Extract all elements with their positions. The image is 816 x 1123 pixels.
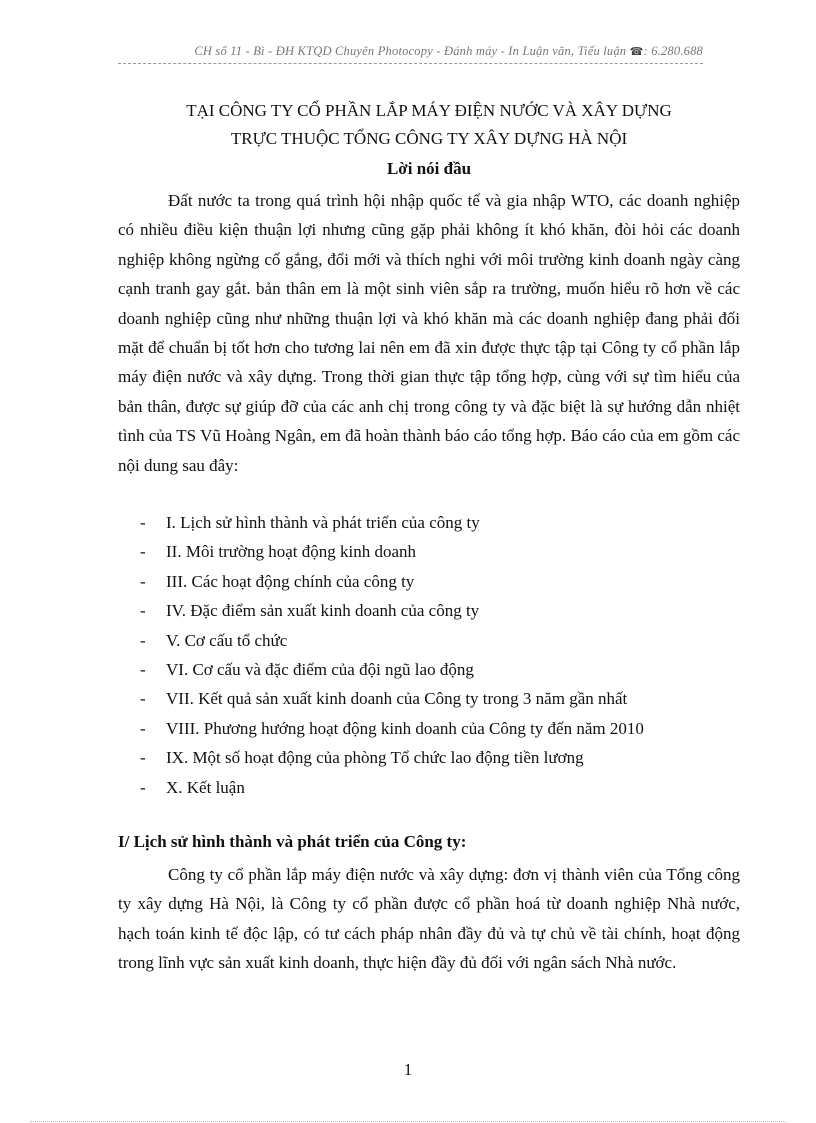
list-item-label: VIII. Phương hướng hoạt động kinh doanh của Công ty đến năm 2010 (166, 718, 644, 738)
list-item-label: II. Môi trường hoạt động kinh doanh (166, 542, 417, 562)
list-item (140, 655, 644, 684)
list-bullet: - (140, 659, 146, 679)
list-item-label: I. Lịch sử hình thành và phát triển của công ty (166, 513, 480, 532)
list-bullet: - (140, 689, 146, 709)
list-item-label: III. Các hoạt động chính của công ty (166, 571, 415, 591)
list-item (140, 567, 644, 596)
list-item (140, 773, 644, 802)
list-item-label: X. Kết luận (166, 777, 245, 797)
intro-paragraph: Đất nước ta trong quá trình hội nhập quốc tế và gia nhập WTO, các doanh nghiệp có nhiều điều kiện thuận lợi nhưng cũng gặp phải không ít khó khăn, đòi hỏi các doanh nghiệp không ngừng cố gắng, đổi mới và thích nghi với môi trường kinh doanh ngày càng cạnh tranh gay gắt. bản thân em là một sinh viên sắp ra trường, muốn hiểu rõ hơn về các doanh nghiệp cũng như những thuận lợi và khó khăn mà các doanh nghiệp đang phải đối mặt để chuẩn bị tốt hơn cho tương lai nên em đã xin được thực tập tại Công ty cổ phần lắp máy điện nước và xây dựng. Trong thời gian thực tập tổng hợp, cùng với sự tìm hiểu của bản thân, được sự giúp đỡ của các anh chị trong công ty và đặc biệt là sự hướng dẫn nhiệt tình của TS Vũ Hoàng Ngân, em đã hoàn thành báo cáo tổng hợp. Báo cáo của em gồm các nội dung sau đây: (118, 191, 740, 475)
header-text: CH số 11 - Bì - ĐH KTQD Chuyên Photocopy - Đánh máy - In Luận văn, Tiểu luận (194, 44, 627, 58)
page-number: 1 (403, 1060, 413, 1079)
list-bullet: - (140, 777, 146, 797)
intro-heading: Lời nói đầu (386, 159, 472, 178)
page-header (118, 44, 703, 59)
list-item (140, 743, 644, 772)
list-item-label: IV. Đặc điểm sản xuất kinh doanh của công ty (166, 601, 480, 621)
list-bullet: - (140, 513, 146, 532)
list-item (140, 537, 644, 566)
footer-divider (30, 1121, 786, 1122)
list-bullet: - (140, 748, 146, 768)
list-item (140, 508, 644, 537)
document-title-line-1: TẠI CÔNG TY CỔ PHẦN LẮP MÁY ĐIỆN NƯỚC VÀ XÂY DỰNG (186, 101, 672, 120)
list-bullet: - (140, 601, 146, 621)
header-divider (118, 63, 703, 64)
list-bullet: - (140, 571, 146, 591)
telephone-icon: ☎ (629, 46, 644, 58)
list-item-label: VI. Cơ cấu và đặc điểm của đội ngũ lao động (166, 659, 474, 679)
list-bullet: - (140, 718, 146, 738)
list-bullet: - (140, 542, 146, 562)
list-item (140, 714, 644, 743)
list-item (140, 596, 644, 625)
list-item-label: VII. Kết quả sản xuất kinh doanh của Công ty trong 3 năm gần nhất (166, 689, 628, 709)
list-item (140, 684, 644, 713)
list-item (140, 626, 644, 655)
section-1-paragraph: Công ty cổ phần lắp máy điện nước và xây dựng: đơn vị thành viên của Tổng công ty xây dựng Hà Nội, là Công ty cổ phần được cổ phần hoá từ doanh nghiệp Nhà nước, hạch toán kinh tế độc lập, có tư cách pháp nhân đầy đủ và tự chủ về tài chính, hoạt động trong lĩnh vực sản xuất kinh doanh, thực hiện đầy đủ đối với ngân sách Nhà nước. (118, 865, 740, 973)
list-item-label: V. Cơ cấu tổ chức (166, 630, 288, 650)
contents-list (140, 508, 644, 802)
list-bullet: - (140, 630, 146, 650)
document-title-line-2: TRỰC THUỘC TỔNG CÔNG TY XÂY DỰNG HÀ NỘI (230, 129, 628, 148)
header-phone: : 6.280.688 (643, 44, 703, 58)
list-item-label: IX. Một số hoạt động của phòng Tổ chức lao động tiền lương (166, 748, 584, 768)
section-1-title: I/ Lịch sử hình thành và phát triển của Công ty: (118, 832, 467, 851)
